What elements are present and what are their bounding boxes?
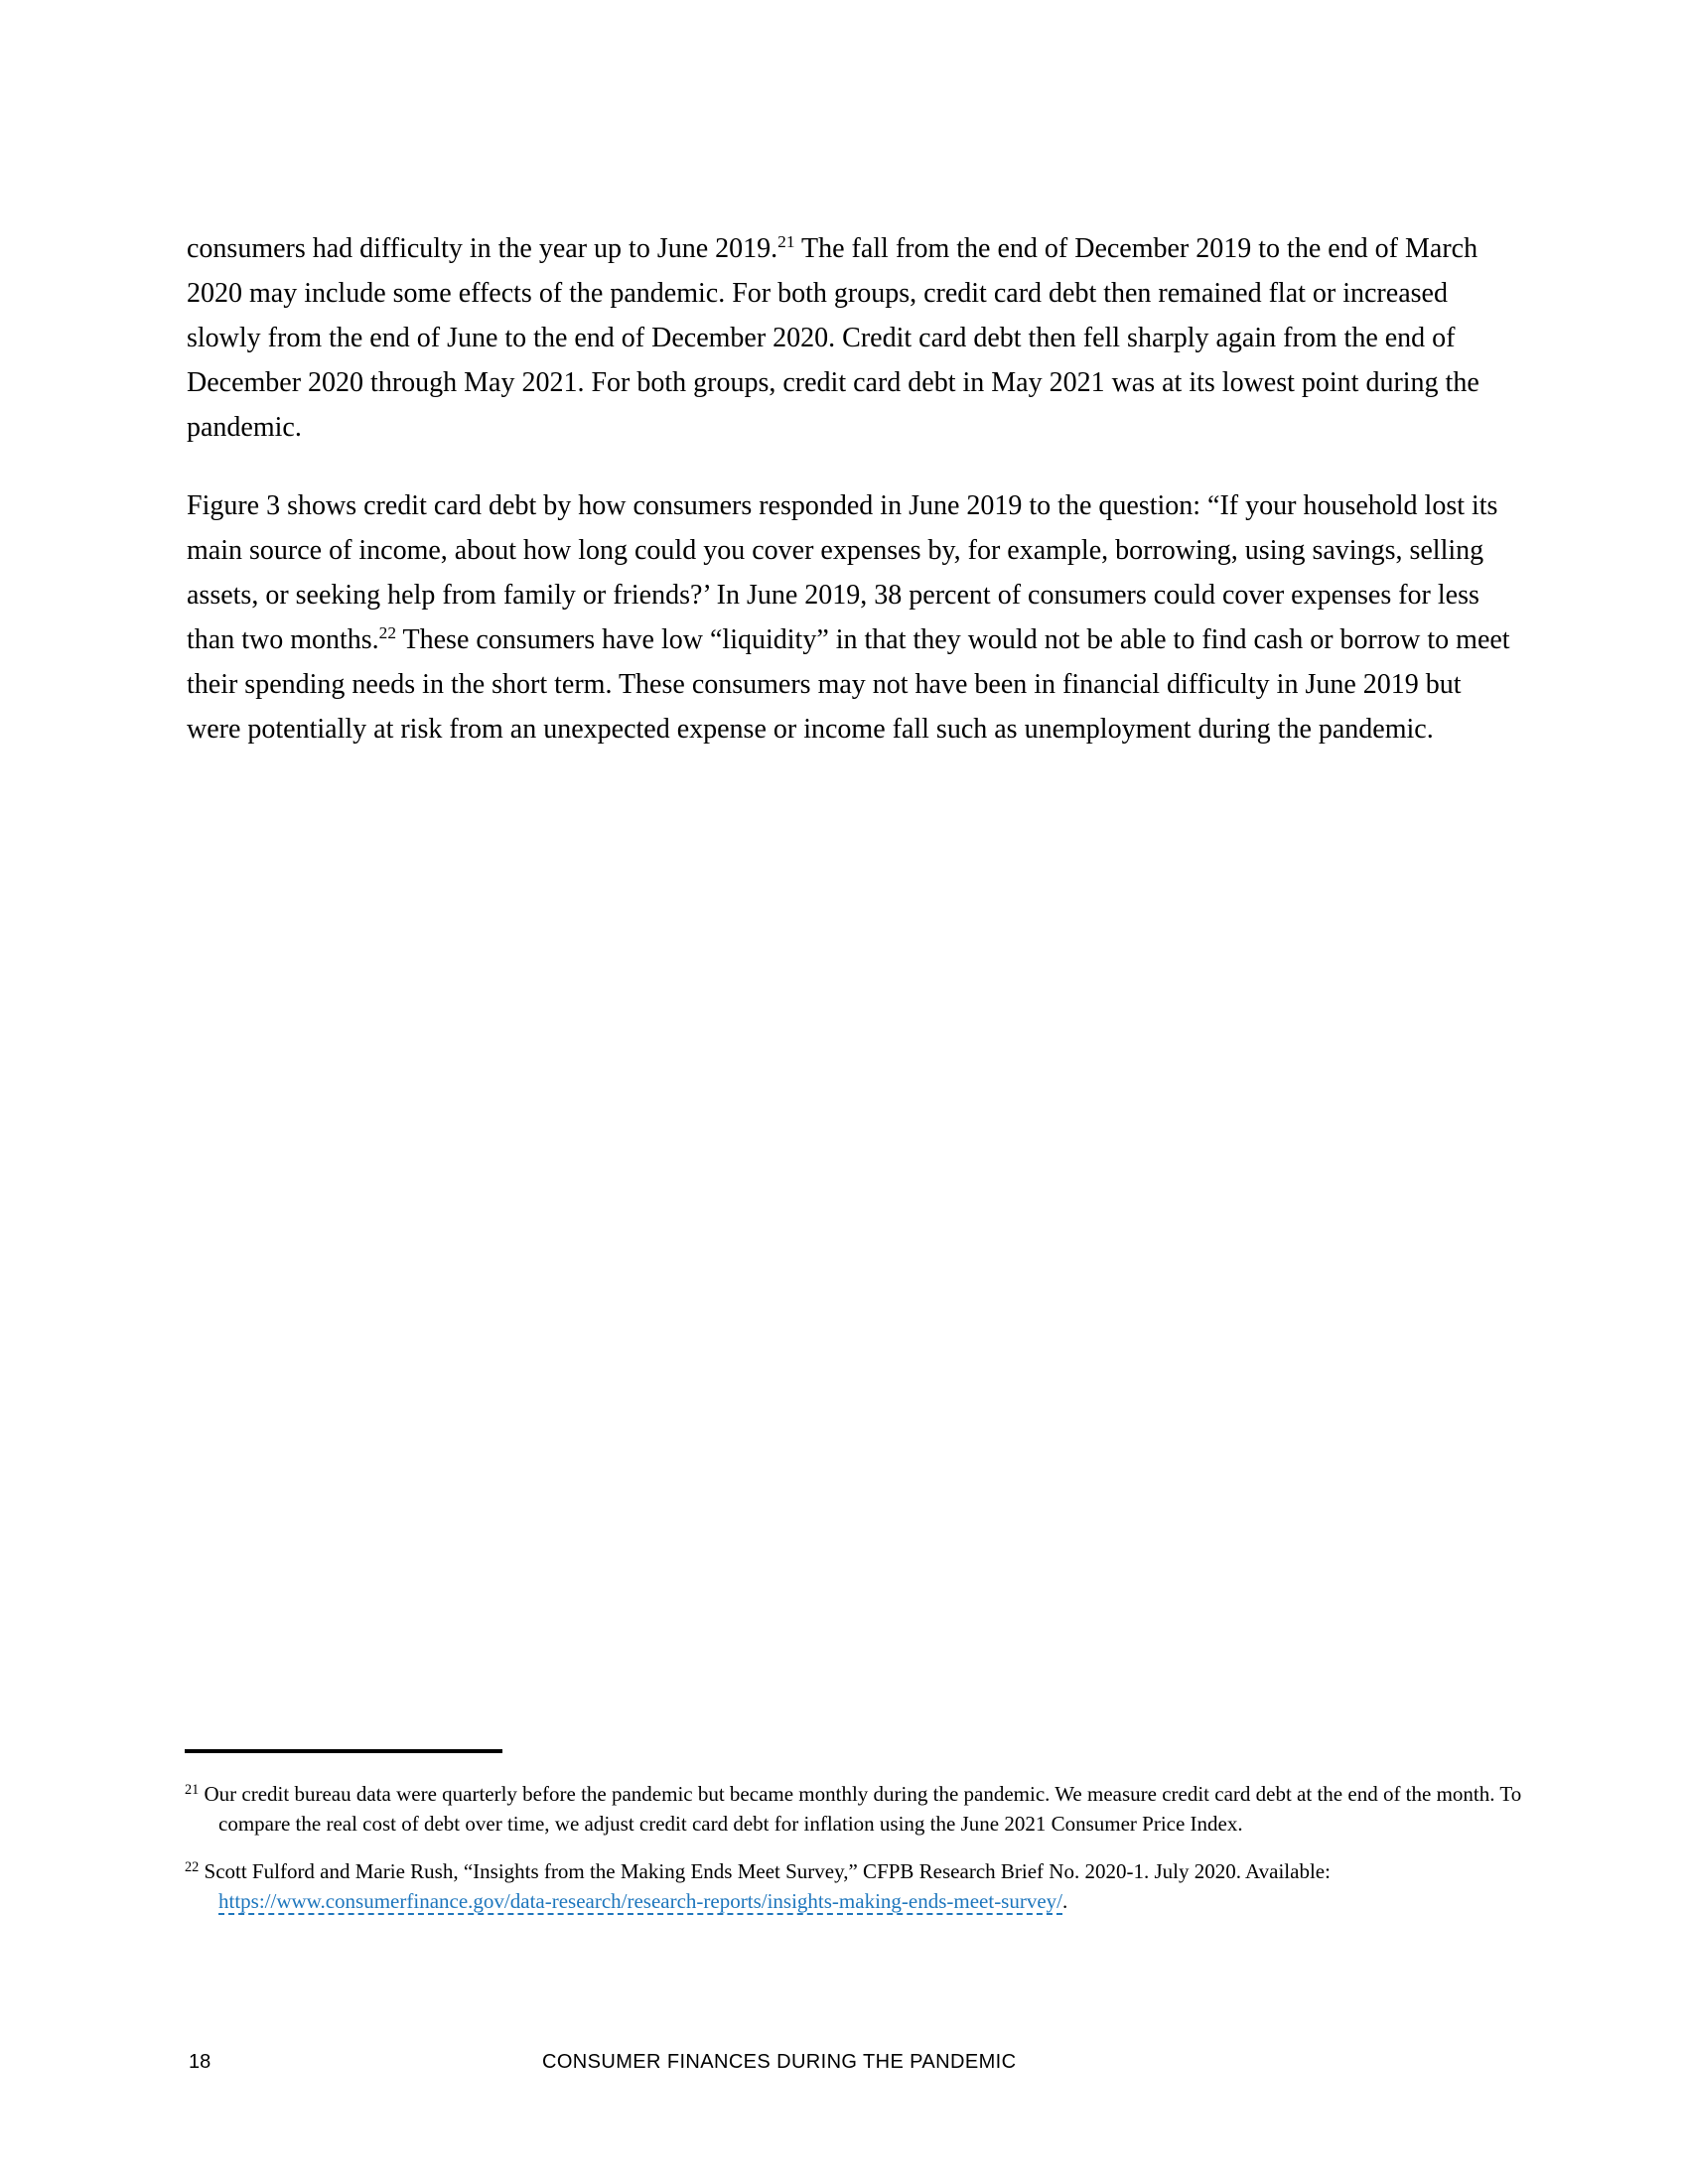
footnote-22-text: Scott Fulford and Marie Rush, “Insights from the Making Ends Meet Survey,” CFPB Research Brief No. 2020-1. July 2020. Available: — [199, 1859, 1331, 1883]
footer-title: CONSUMER FINANCES DURING THE PANDEMIC — [542, 2051, 1017, 2073]
paragraph-1-text-cont: The fall from the end of December 2019 to the end of March 2020 may include some effects of the pandemic. For both groups, credit card debt then remained flat or increased slowly from the end of June to the end of December 2020. Credit card debt then fell sharply again from the end of December 2020 through May 2021. For both groups, credit card debt in May 2021 was at its lowest point during the pandemic. — [187, 233, 1479, 443]
page-body — [187, 226, 1519, 785]
paragraph-2 — [187, 483, 1519, 751]
footnote-21-marker: 21 — [185, 1781, 200, 1798]
footnote-21-text: Our credit bureau data were quarterly before the pandemic but became monthly during the pandemic. We measure credit card debt at the end of the month. To compare the real cost of debt over time, we adjust credit card debt for inflation using the June 2021 Consumer Price Index. — [199, 1782, 1522, 1836]
footnote-22-marker: 22 — [185, 1858, 200, 1875]
footnote-21 — [185, 1779, 1523, 1839]
footnote-22 — [185, 1856, 1523, 1916]
footnote-22-text-after-link: . — [1062, 1889, 1068, 1913]
paragraph-1 — [187, 226, 1519, 450]
footnote-ref-21[interactable]: 21 — [777, 232, 795, 252]
page-number: 18 — [189, 2051, 211, 2073]
footnote-area — [185, 1749, 1523, 1934]
footnote-22-link[interactable]: https://www.consumerfinance.gov/data-research/research-reports/insights-making-ends-meet-survey/ — [218, 1889, 1063, 1913]
footnote-separator-rule — [185, 1749, 502, 1753]
paragraph-2-text: Figure 3 shows credit card debt by how consumers responded in June 2019 to the question: “If your household lost its main source of income, about how long could you cover expenses by, for example, borrowing, using savings, selling assets, or seeking help from family or friends?’ In June 2019, 38 percent of consumers could cover expenses for less than two months. — [187, 490, 1498, 655]
page-footer — [189, 2051, 1524, 2081]
paragraph-2-text-cont: These consumers have low “liquidity” in that they would not be able to find cash or borrow to meet their spending needs in the short term. These consumers may not have been in financial difficulty in June 2019 but were potentially at risk from an unexpected expense or income fall such as unemployment during the pandemic. — [187, 624, 1510, 745]
footnote-ref-22[interactable]: 22 — [378, 623, 397, 643]
paragraph-1-text: consumers had difficulty in the year up to June 2019. — [187, 233, 778, 264]
